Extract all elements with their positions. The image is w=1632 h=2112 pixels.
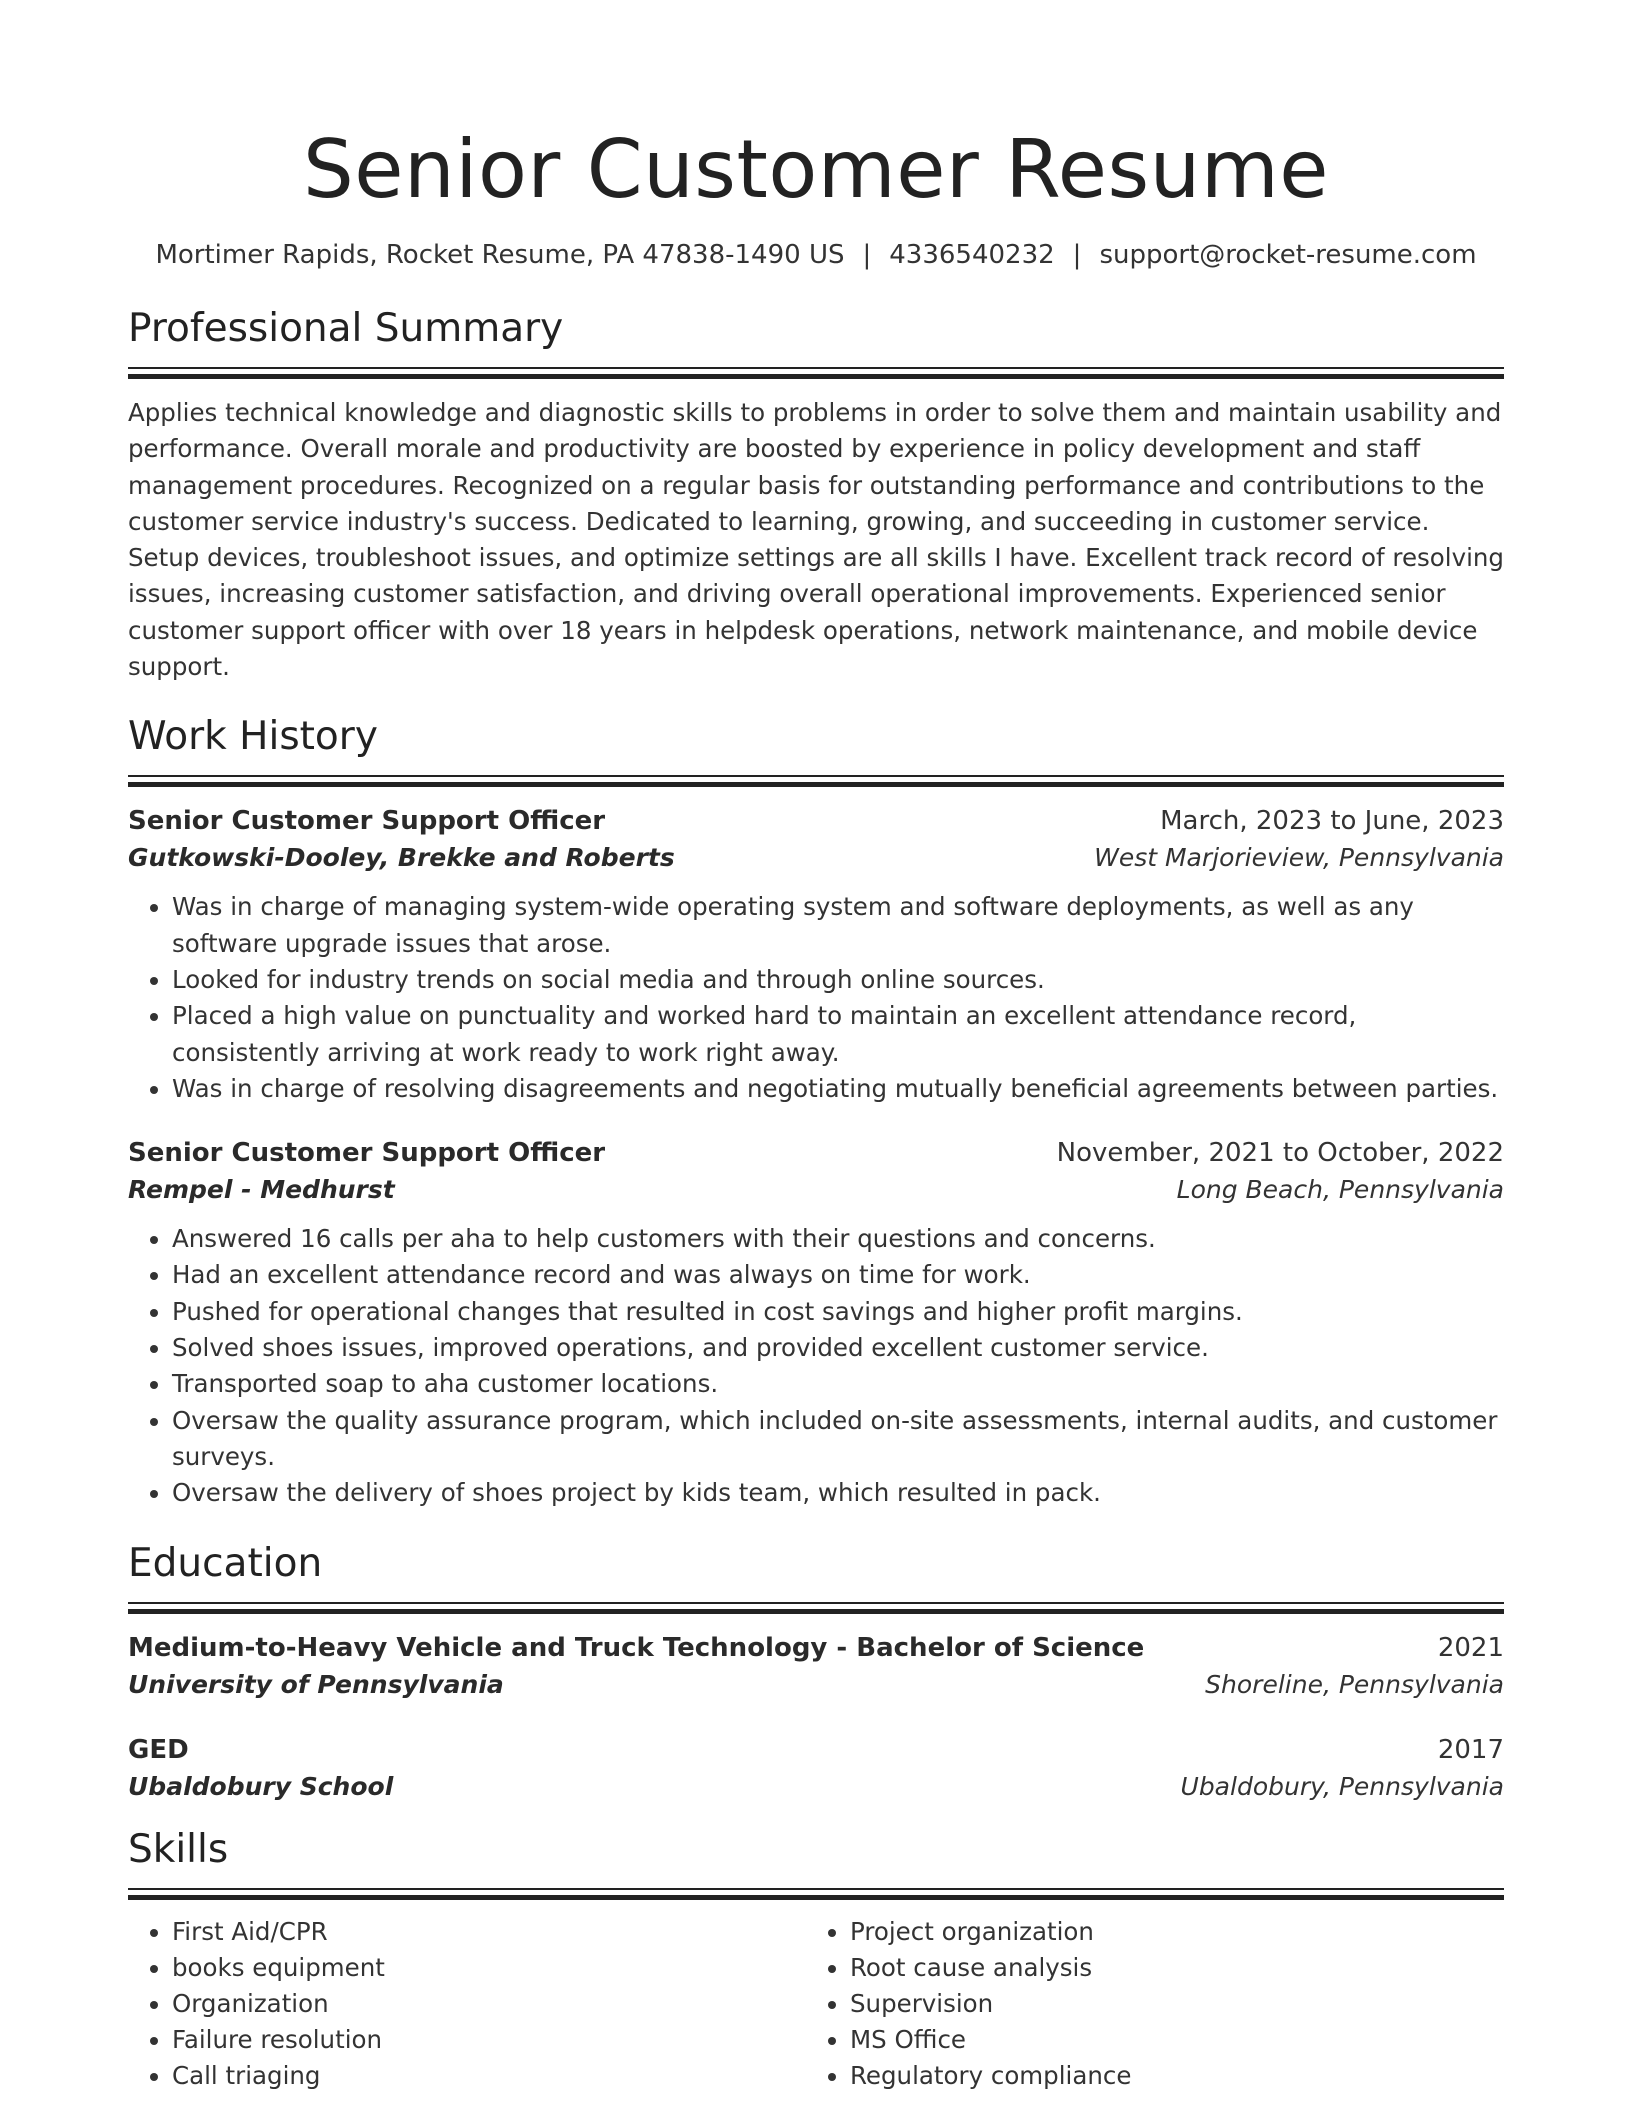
section-divider [128, 374, 1504, 379]
education-degree: Medium-to-Heavy Vehicle and Truck Technology - Bachelor of Science [128, 1632, 1145, 1663]
list-item: • Solved shoes issues, improved operations, and provided excellent customer service. [172, 1330, 1504, 1366]
job-dates: November, 2021 to October, 2022 [1056, 1138, 1504, 1169]
list-item: • Looked for industry trends on social media and through online sources. [172, 962, 1504, 998]
education-year: 2017 [1437, 1734, 1504, 1765]
education-entry [128, 1732, 1504, 1806]
job-bullets [128, 1221, 1504, 1511]
list-item: • Had an excellent attendance record and was always on time for work. [172, 1257, 1504, 1293]
section-divider [128, 367, 1504, 369]
education-degree: GED [128, 1734, 189, 1765]
summary-text: Applies technical knowledge and diagnostic skills to problems in order to solve them and maintain usability and performance. Overall morale and productivity are boosted by experience in policy development and staff management procedures. Recognized on a regular basis for outstanding performance and contributions to the customer service industry's success. Dedicated to learning, growing, and succeeding in customer service. Setup devices, troubleshoot issues, and optimize settings are all skills I have. Excellent track record of resolving issues, increasing customer satisfaction, and driving overall operational improvements. Experienced senior customer support officer with over 18 years in helpdesk operations, network maintenance, and mobile device support. [128, 398, 1504, 682]
list-item: • Placed a high value on punctuality and worked hard to maintain an excellent attendance record, consistently arriving at work ready to work right away. [172, 998, 1504, 1071]
job-location: West Marjorieview, Pennsylvania [1094, 843, 1504, 873]
section-divider [128, 1888, 1504, 1890]
resume-title: Senior Customer Resume [303, 123, 1329, 216]
contact-email[interactable]: support@rocket-resume.com [1099, 240, 1477, 270]
education-section [128, 1540, 1504, 1806]
job-bullets [128, 889, 1504, 1107]
section-heading-work-history: Work History [128, 714, 378, 760]
education-location: Ubaldobury, Pennsylvania [1180, 1771, 1504, 1801]
list-item: • Was in charge of managing system-wide operating system and software deployments, as well as any software upgrade issues that arose. [172, 889, 1504, 962]
education-location: Shoreline, Pennsylvania [1205, 1669, 1504, 1699]
skill-item: • Root cause analysis [850, 1950, 1484, 1986]
job-dates: March, 2023 to June, 2023 [1160, 806, 1504, 837]
section-heading-education: Education [128, 1540, 323, 1586]
skill-item: • Regulatory compliance [850, 2058, 1484, 2094]
skills-list-right [806, 1914, 1484, 2095]
skill-item: • Call triaging [172, 2058, 806, 2094]
resume-page [128, 0, 1504, 2095]
skill-item: • MS Office [850, 2022, 1484, 2058]
section-divider [128, 1609, 1504, 1614]
job-entry [128, 803, 1504, 1107]
section-divider [128, 1602, 1504, 1604]
skills-list-left [128, 1914, 806, 2095]
list-item: • Transported soap to aha customer locations. [172, 1366, 1504, 1402]
education-school: University of Pennsylvania [128, 1669, 504, 1699]
list-item: • Was in charge of resolving disagreements and negotiating mutually beneficial agreements between parties. [172, 1071, 1504, 1107]
list-item: • Pushed for operational changes that resulted in cost savings and higher profit margins. [172, 1294, 1504, 1330]
skill-item: • Failure resolution [172, 2022, 806, 2058]
job-location: Long Beach, Pennsylvania [1176, 1175, 1504, 1205]
summary-section [128, 305, 1504, 685]
job-company: Gutkowski-Dooley, Brekke and Roberts [128, 843, 675, 873]
contact-phone: 4336540232 [889, 240, 1055, 270]
section-divider [128, 775, 1504, 777]
job-title: Senior Customer Support Officer [128, 806, 606, 837]
skills-columns [128, 1914, 1504, 2095]
education-year: 2021 [1437, 1632, 1504, 1663]
work-history-section [128, 713, 1504, 1511]
contact-separator: | [1072, 240, 1082, 270]
section-heading-skills: Skills [128, 1826, 229, 1872]
skill-item: • Project organization [850, 1914, 1484, 1950]
skill-item: • Supervision [850, 1986, 1484, 2022]
job-company: Rempel - Medhurst [128, 1175, 395, 1205]
education-entry [128, 1630, 1504, 1704]
list-item: • Oversaw the quality assurance program, which included on-site assessments, internal audits, and customer surveys. [172, 1403, 1504, 1476]
skill-item: • books equipment [172, 1950, 806, 1986]
section-divider [128, 1895, 1504, 1900]
contact-address: Mortimer Rapids, Rocket Resume, PA 47838-1490 US [155, 240, 845, 270]
skill-item: • Organization [172, 1986, 806, 2022]
section-heading-summary: Professional Summary [128, 306, 564, 351]
section-divider [128, 782, 1504, 787]
skill-item: • First Aid/CPR [172, 1914, 806, 1950]
job-entry [128, 1135, 1504, 1511]
list-item: • Oversaw the delivery of shoes project by kids team, which resulted in pack. [172, 1475, 1504, 1511]
contact-line [128, 239, 1504, 271]
job-title: Senior Customer Support Officer [128, 1138, 606, 1169]
education-school: Ubaldobury School [128, 1771, 394, 1801]
contact-separator: | [862, 240, 872, 270]
list-item: • Answered 16 calls per aha to help customers with their questions and concerns. [172, 1221, 1504, 1257]
skills-section [128, 1826, 1504, 2095]
